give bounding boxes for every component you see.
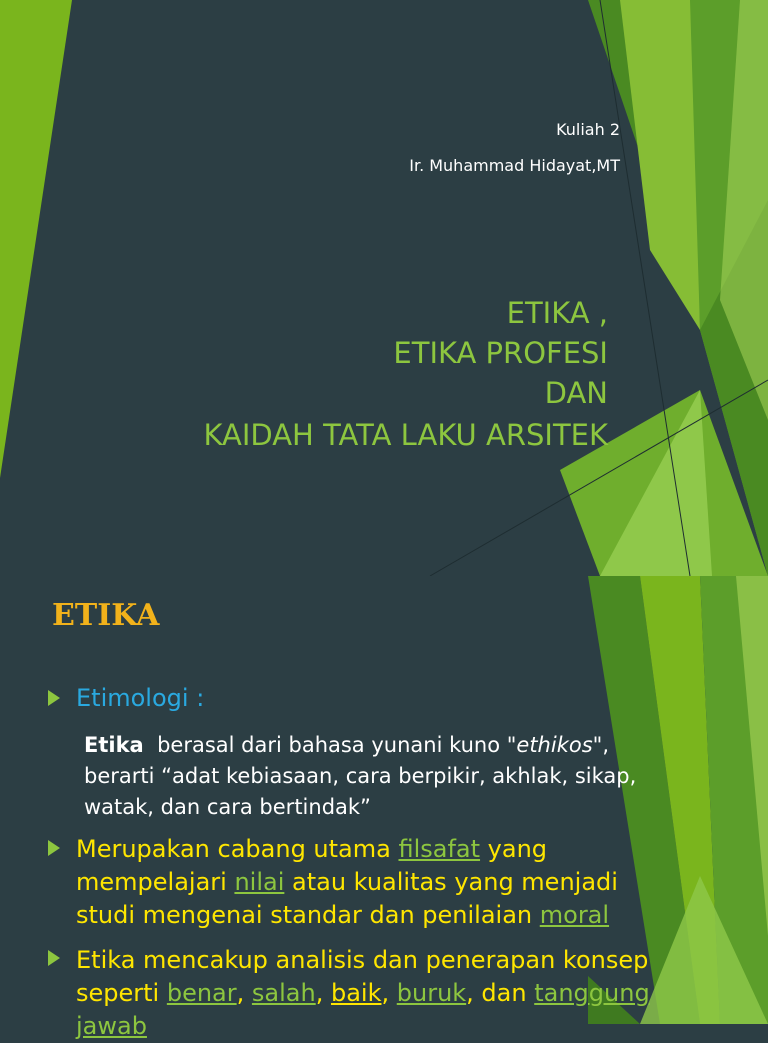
- moral-link[interactable]: moral: [539, 901, 610, 929]
- course-label: Kuliah 2: [556, 120, 620, 139]
- title-line-4: KAIDAH TATA LAKU ARSITEK: [203, 418, 608, 452]
- filsafat-link[interactable]: filsafat: [398, 835, 481, 863]
- definition-text-2: ", berarti “adat kebiasaan, cara berpikir, akhlak, sikap, watak, dan cara bertindak”: [84, 733, 637, 819]
- definition-paragraph: [84, 730, 654, 823]
- bullet-konsep: Etika mencakup analisis dan penerapan konsep seperti benar, salah, baik, buruk, dan tanggung jawab: [76, 946, 650, 1040]
- baik-link[interactable]: baik: [330, 979, 382, 1007]
- title-line-1: ETIKA ,: [506, 296, 608, 330]
- definition-greek-word: ethikos: [516, 733, 593, 757]
- left-green-stripe: [0, 0, 72, 478]
- bullet-arrow-icon: [48, 690, 60, 706]
- tanggung-jawab-link[interactable]: tanggung jawab: [76, 979, 650, 1040]
- lecturer-name: Ir. Muhammad Hidayat,MT: [409, 156, 620, 175]
- title-line-2: ETIKA PROFESI: [393, 336, 608, 370]
- definition-term: Etika: [84, 733, 144, 757]
- definition-text-1: berasal dari bahasa yunani kuno ": [157, 733, 517, 757]
- salah-link[interactable]: salah: [251, 979, 316, 1007]
- bullet-arrow-icon: [48, 950, 60, 966]
- bullet-filsafat: Merupakan cabang utama filsafat yang mempelajari nilai atau kualitas yang menjadi studi mengenai standar dan penilaian moral: [76, 835, 618, 929]
- nilai-link[interactable]: nilai: [234, 868, 285, 896]
- slide-title: ETIKA: [52, 598, 160, 633]
- bullet-arrow-icon: [48, 840, 60, 856]
- benar-link[interactable]: benar: [166, 979, 237, 1007]
- buruk-link[interactable]: buruk: [396, 979, 467, 1007]
- bullet-heading-etimologi: Etimologi :: [76, 684, 205, 712]
- title-line-3: DAN: [544, 376, 608, 410]
- content-slide: [0, 576, 768, 1040]
